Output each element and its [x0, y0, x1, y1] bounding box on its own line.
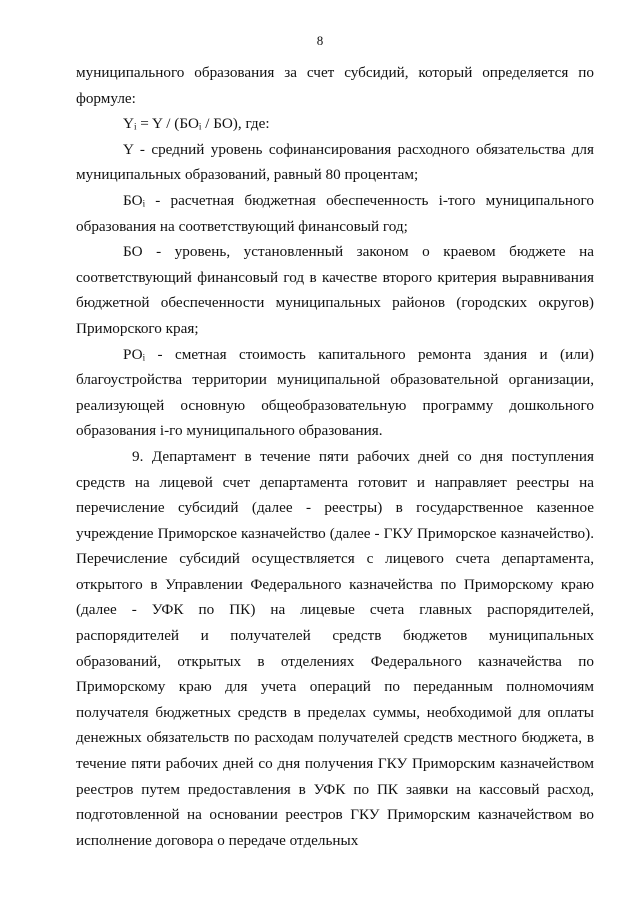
paragraph-y-definition: Y - средний уровень софинансирования расходного обязательства для муниципальных образований, равный 80 процентам; — [76, 140, 594, 184]
formula: Yᵢ = Y / (БОᵢ / БО), где: — [123, 115, 270, 133]
paragraph-clause-9: 9. Департамент в течение пяти рабочих дней со дня поступления средств на лицевой счет департамента готовит и направляет реестры на перечисление субсидий (далее - реестры) в государственное казенное учреждение Приморское казначейство (далее - ГКУ Приморское казначейство). Перечисление субсидий осуществляется с лицевого счета департамента, открытого в Управлении Федерального казначейства по Приморскому краю (далее - УФК по ПК) на лицевые счета главных распорядителей, распорядителей и получателей средств бюджетов муниципальных образований, открытых в отделениях Федерального казначейства по Приморскому краю для учета операций по переданным полномочиям получателя бюджетных средств в пределах суммы, необходимой для оплаты денежных обязательств по расходам получателей средств местного бюджета, в течение пяти рабочих дней со дня получения ГКУ Приморским казначейством реестров путем предоставления в УФК по ПК заявки на кассовый расход, подготовленной на основании реестров ГКУ Приморским казначейством во исполнение договора о передаче отдельных — [76, 447, 594, 849]
page-number: 8 — [316, 33, 324, 48]
paragraph-bo-definition: БО - уровень, установленный законом о краевом бюджете на соответствующий финансовый год в качестве второго критерия выравнивания бюджетной обеспеченности муниципальных районов (городских округов) Приморского края; — [76, 243, 594, 337]
document-body — [76, 60, 594, 853]
paragraph-bo-i-definition: БОᵢ - расчетная бюджетная обеспеченность i-того муниципального образования на соответствующий финансовый год; — [76, 191, 594, 235]
paragraph-intro: муниципального образования за счет субсидий, который определяется по формуле: — [76, 64, 594, 107]
paragraph-ro-i-definition: РОᵢ - сметная стоимость капитального ремонта здания и (или) благоустройства территории муниципальной образовательной организации, реализующей основную общеобразовательную программу дошкольного образования i-го муниципального образования. — [76, 345, 594, 440]
